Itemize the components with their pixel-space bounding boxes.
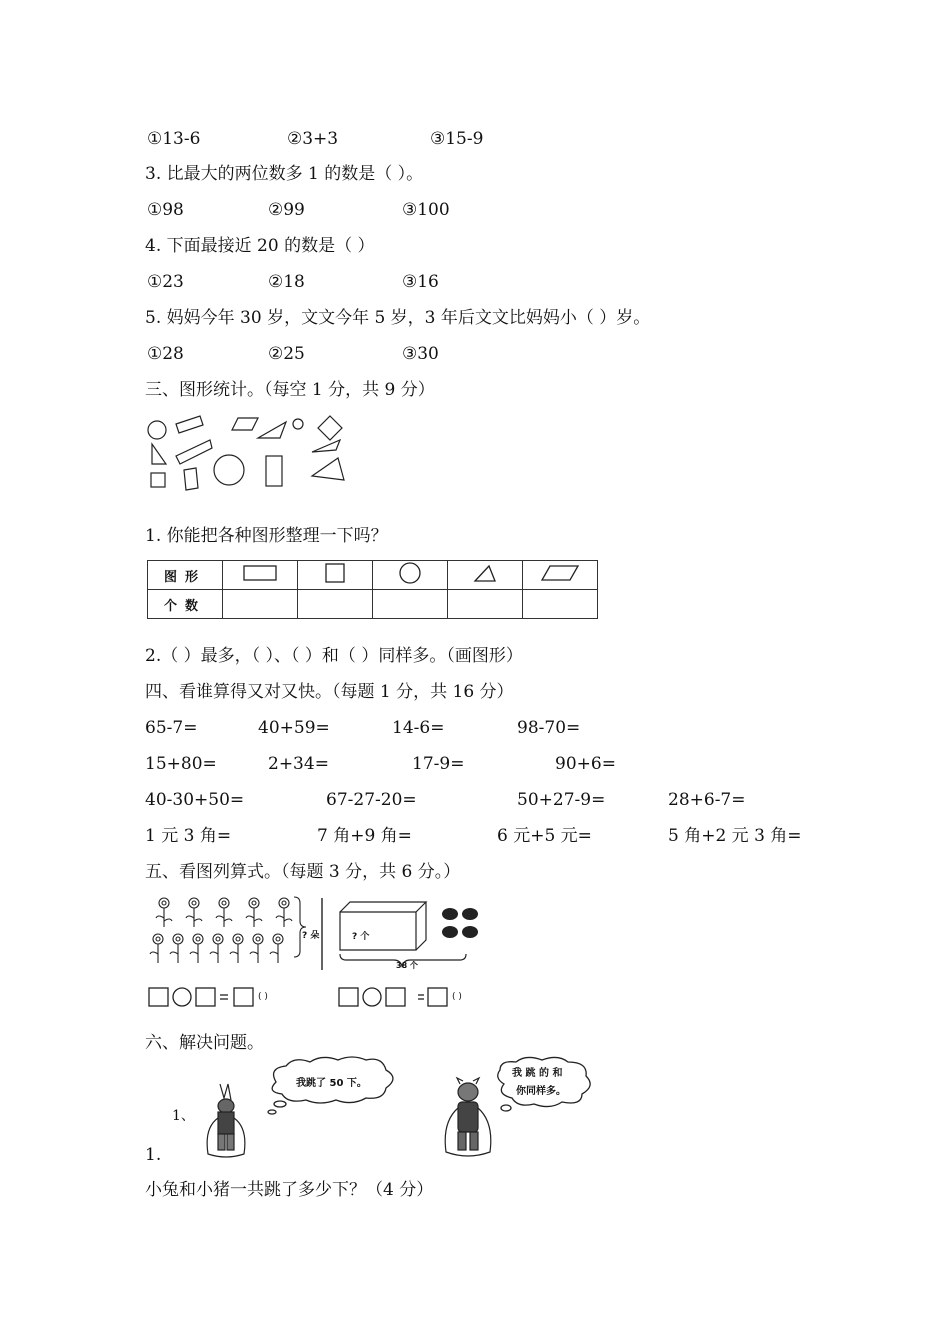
circle-shape-1	[148, 421, 166, 439]
section3-q1: 1. 你能把各种图形整理一下吗？	[145, 526, 388, 546]
q2-option-2: ②3+3	[287, 129, 339, 149]
problem-label-small: 1、	[172, 1108, 195, 1124]
q3-option-2: ②99	[268, 200, 305, 220]
table-shape-circle	[373, 561, 448, 590]
calc-r2c3: 17-9=	[412, 754, 465, 774]
count-cell-square[interactable]	[298, 590, 373, 619]
square-shape-2	[151, 473, 165, 487]
answer-template-1[interactable]	[148, 986, 268, 1008]
q3-option-3: ③100	[402, 200, 450, 220]
box-side	[416, 902, 426, 950]
rectangle-shape-3	[266, 456, 282, 486]
flower-question-label: ? 朵	[302, 931, 320, 941]
q5-option-1: ①28	[147, 344, 184, 364]
q4-option-1: ①23	[147, 272, 184, 292]
triangle-shape-1	[258, 422, 286, 438]
answer-unit-2: ( )	[452, 992, 462, 1002]
rabbit-speech: 我跳了 50 下。	[296, 1078, 367, 1089]
triangle-shape-2	[152, 444, 166, 464]
rectangle-shape-2	[176, 440, 212, 464]
box-question-label: ? 个	[352, 932, 370, 942]
section4-title: 四、看谁算得又对又快。（每题 1 分，共 16 分）	[145, 682, 514, 702]
table-shape-square	[298, 561, 373, 590]
q2-option-1: ①13-6	[147, 129, 201, 149]
table-header-count: 个数	[148, 590, 223, 619]
calc-r4c2: 7 角+9 角=	[317, 826, 412, 846]
ball-icon	[442, 908, 458, 920]
calc-r4c4: 5 角+2 元 3 角=	[668, 826, 802, 846]
square-shape-1	[318, 416, 342, 440]
calc-r3c3: 50+27-9=	[517, 790, 606, 810]
count-cell-triangle[interactable]	[448, 590, 523, 619]
ball-icon	[462, 926, 478, 938]
circle-shape-2	[293, 419, 303, 429]
rectangle-shape-1	[176, 416, 203, 433]
table-shape-parallelogram	[523, 561, 598, 590]
ball-icon	[442, 926, 458, 938]
calc-r1c3: 14-6=	[392, 718, 445, 738]
section3-q2: 2.（ ）最多，（ ）、（ ）和（ ）同样多。（画图形）	[145, 646, 523, 666]
q3-option-1: ①98	[147, 200, 184, 220]
calc-r3c1: 40-30+50=	[145, 790, 245, 810]
calc-r2c2: 2+34=	[268, 754, 329, 774]
q5-option-3: ③30	[402, 344, 439, 364]
parallelogram-shape-1	[232, 418, 258, 430]
calc-r1c2: 40+59=	[258, 718, 330, 738]
divider-line	[320, 898, 324, 970]
box-total-label: 38 个	[396, 961, 418, 970]
parallelogram-shape-2	[184, 468, 198, 490]
calc-r4c3: 6 元+5 元=	[497, 826, 592, 846]
section3-title: 三、图形统计。（每空 1 分，共 9 分）	[145, 380, 435, 400]
pig-icon	[438, 1076, 498, 1162]
bracket	[294, 897, 306, 957]
calc-r3c4: 28+6-7=	[668, 790, 746, 810]
calc-r2c4: 90+6=	[555, 754, 616, 774]
shapes-figure	[140, 412, 360, 497]
rabbit-icon	[196, 1082, 256, 1160]
q4-stem: 4. 下面最接近 20 的数是（ ）	[145, 236, 375, 256]
answer-unit-1: ( )	[258, 992, 268, 1002]
calc-r1c4: 98-70=	[517, 718, 581, 738]
flower-row-bottom	[150, 934, 283, 963]
table-header-shape: 图形	[148, 561, 223, 590]
q2-option-3: ③15-9	[430, 129, 484, 149]
calc-r2c1: 15+80=	[145, 754, 217, 774]
problem-question: 小兔和小猪一共跳了多少下？（4 分）	[145, 1180, 434, 1200]
q5-option-2: ②25	[268, 344, 305, 364]
count-cell-circle[interactable]	[373, 590, 448, 619]
q3-stem: 3. 比最大的两位数多 1 的数是（ ）。	[145, 164, 424, 184]
calc-r1c1: 65-7=	[145, 718, 198, 738]
shape-count-table	[147, 560, 598, 619]
triangle-shape-4	[312, 458, 344, 480]
rabbit-bubble	[266, 1060, 416, 1120]
triangle-shape-3	[312, 440, 340, 452]
table-shape-rectangle	[223, 561, 298, 590]
circle-shape-3	[214, 455, 244, 485]
calc-r4c1: 1 元 3 角=	[145, 826, 232, 846]
q4-option-2: ②18	[268, 272, 305, 292]
problem-number: 1.	[145, 1145, 162, 1165]
pig-speech-line1: 我 跳 的 和	[512, 1068, 563, 1079]
section5-title: 五、看图列算式。（每题 3 分，共 6 分。）	[145, 862, 461, 882]
table-shape-triangle	[448, 561, 523, 590]
box-top	[340, 902, 426, 912]
calc-r3c2: 67-27-20=	[326, 790, 417, 810]
section6-title: 六、解决问题。	[145, 1033, 264, 1053]
flower-row-top	[156, 898, 292, 927]
answer-template-2[interactable]	[338, 986, 458, 1008]
count-cell-rectangle[interactable]	[223, 590, 298, 619]
count-cell-parallelogram[interactable]	[523, 590, 598, 619]
pig-speech-line2: 你同样多。	[516, 1086, 566, 1097]
q5-stem: 5. 妈妈今年 30 岁，文文今年 5 岁，3 年后文文比妈妈小（ ）岁。	[145, 308, 651, 328]
ball-icon	[462, 908, 478, 920]
q4-option-3: ③16	[402, 272, 439, 292]
